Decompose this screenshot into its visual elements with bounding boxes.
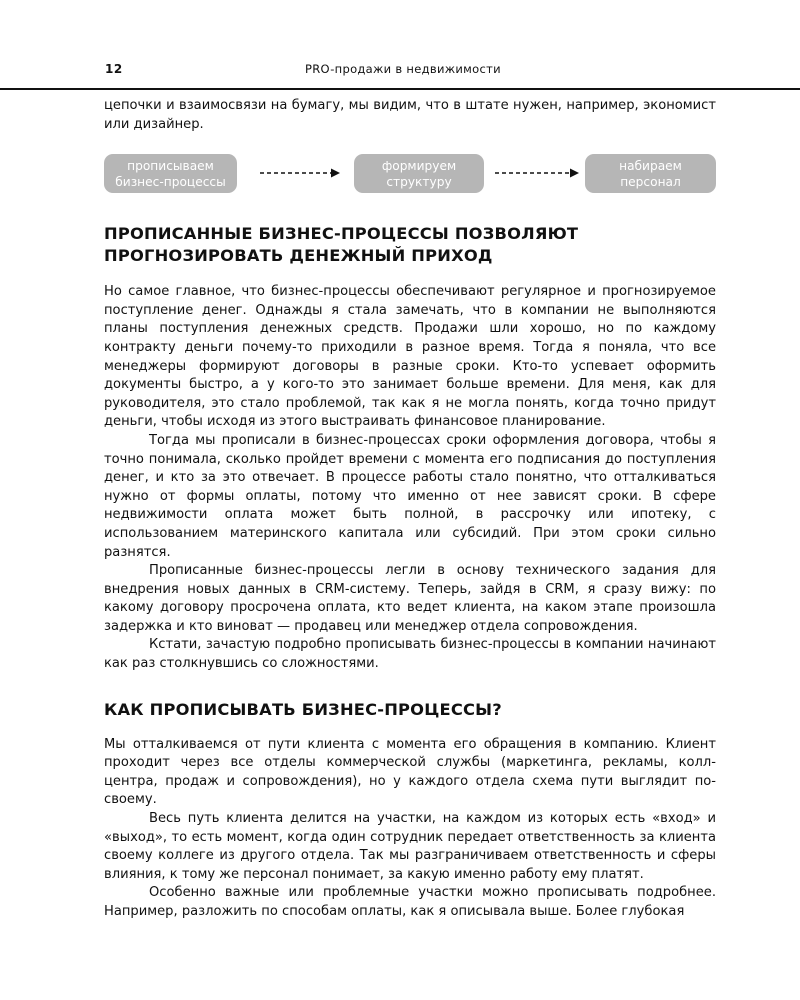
page-number: 12 [105,62,123,76]
page-content [104,97,716,922]
flow-step-personnel [585,154,716,193]
flow-step-line: формируем [381,158,457,173]
body-paragraph: Но самое главное, что бизнес-процессы обеспечивают регулярное и прогнозируемое поступление денег. Однажды я стала замечать, что в компании не выполняются планы поступления денежных средств. Продажи шли хорошо, но по каждому контракту деньги почему-то приходили в разное время. Тогда я поняла, что все менеджеры формируют договоры в разные сроки. Кто-то успевает оформить документы быстро, а у кого-то это занимает больше времени. Для меня, как для руководителя, это стало проблемой, так как я не могла понять, когда точно придут деньги, чтобы исходя из этого выстраивать финансовое планирование. [104,284,716,430]
body-paragraph: Весь путь клиента делится на участки, на каждом из которых есть «вход» и «выход», то есть момент, когда один сотрудник передает ответственность за клиента своему коллеге из другого отдела. Так мы разграничиваем ответственность и сферы влияния, к тому же персонал понимает, за какую именно работу ему платят. [104,811,716,882]
process-flow-diagram [104,154,716,196]
heading-line: ПРОПИСАННЫЕ БИЗНЕС-ПРОЦЕССЫ ПОЗВОЛЯЮТ [104,224,579,244]
heading-line: ПРОГНОЗИРОВАТЬ ДЕНЕЖНЫЙ ПРИХОД [104,246,493,266]
body-paragraph: Особенно важные или проблемные участки можно прописывать подробнее. Например, разложить по способам оплаты, как я описывала выше. Более глубокая [104,885,716,919]
flow-step-line: структуру [386,174,452,189]
section-heading-how-to: КАК ПРОПИСЫВАТЬ БИЗНЕС-ПРОЦЕССЫ? [104,699,502,719]
section-heading-forecast [104,223,716,267]
dashed-arrow-icon [495,167,579,179]
flow-step-business-processes [104,154,237,193]
flow-step-line: бизнес-процессы [115,174,226,189]
header-rule [0,88,800,90]
flow-step-line: набираем [619,158,682,173]
flow-step-structure [354,154,484,193]
body-paragraph: Мы отталкиваемся от пути клиента с момента его обращения в компанию. Клиент проходит через все отделы коммерческой службы (маркетинга, рекламы, колл-центра, продаж и сопровождения), но у каждого отдела схема пути выглядит по-своему. [104,736,716,808]
flow-step-line: прописываем [127,158,214,173]
running-title: PRO-продажи в недвижимости [305,62,501,76]
flow-step-line: персонал [620,174,681,189]
body-paragraph: Тогда мы прописали в бизнес-процессах сроки оформления договора, чтобы я точно понимала, сколько пройдет времени с момента его подписания до поступления денег, и кто за это отвечает. В процессе работы стало понятно, что отталкиваться нужно от формы оплаты, потому что именно от нее зависят сроки. В сфере недвижимости оплата может быть полной, в рассрочку или ипотеку, с использованием материнского капитала или субсидий. При этом сроки сильно разнятся. [104,432,716,560]
intro-paragraph: цепочки и взаимосвязи на бумагу, мы видим, что в штате нужен, например, экономист или дизайнер. [104,98,716,132]
body-paragraph: Прописанные бизнес-процессы легли в основу технического задания для внедрения новых данных в CRM-систему. Теперь, зайдя в CRM, я сразу вижу: по какому договору просрочена оплата, кто ведет клиента, на каком этапе произошла задержка и кто виноват — продавец или менеджер отдела сопровождения. [104,563,716,634]
body-paragraph: Кстати, зачастую подробно прописывать бизнес-процессы в компании начинают как раз столкнувшись со сложностями. [104,637,716,672]
dashed-arrow-icon [260,167,340,179]
